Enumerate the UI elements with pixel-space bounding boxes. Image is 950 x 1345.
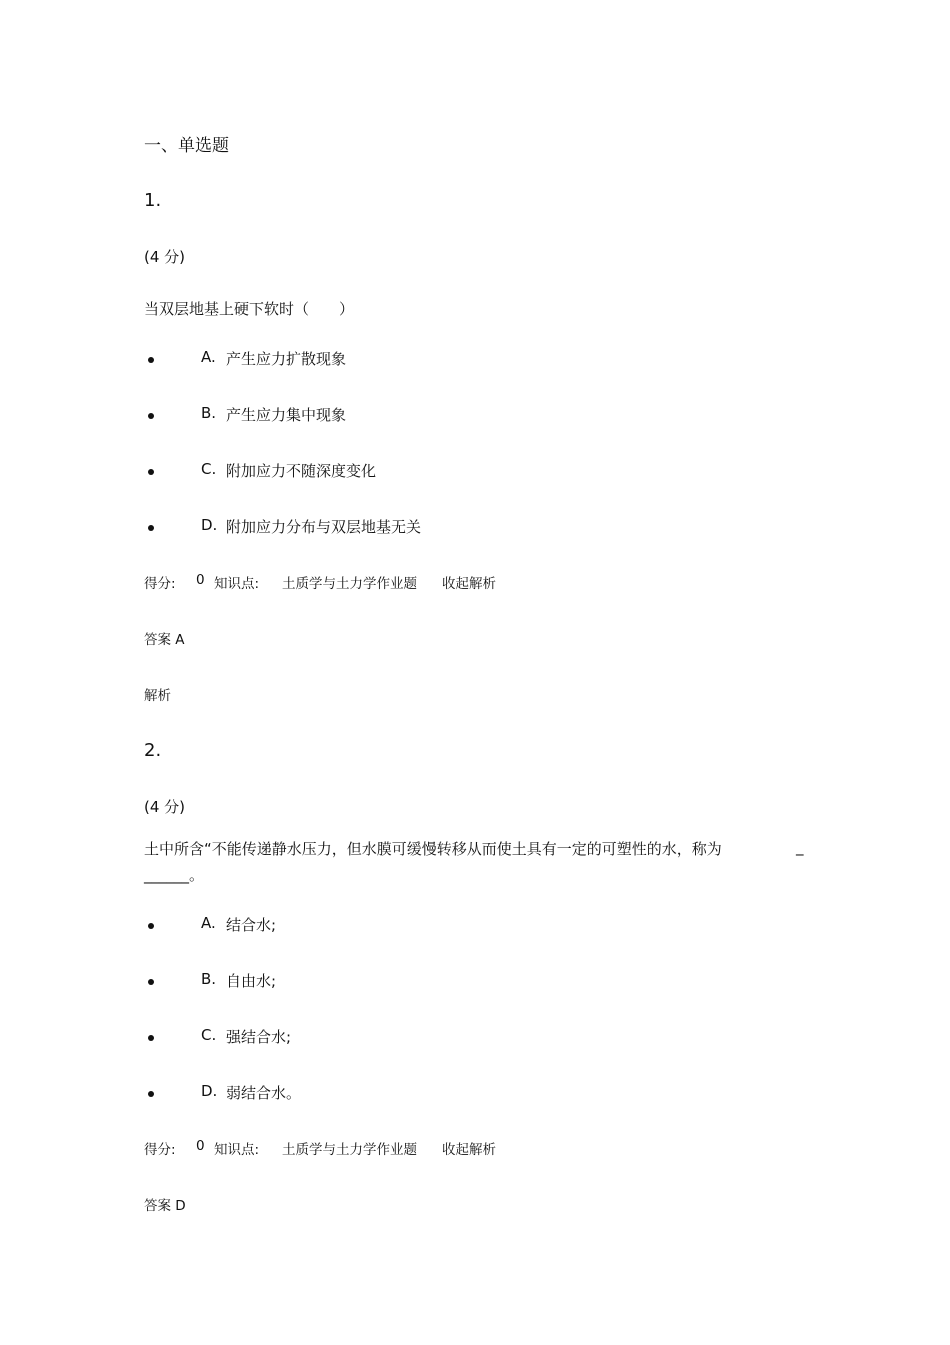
bullet-icon (148, 923, 154, 929)
bullet-icon (148, 357, 154, 363)
option-c[interactable] (146, 460, 646, 482)
option-b[interactable] (146, 970, 646, 992)
score-meta-row (144, 572, 564, 592)
knowledge-label: 知识点: (214, 576, 260, 592)
option-letter: B. (201, 404, 217, 422)
answer-text: 答案 A (144, 632, 185, 648)
score-value: 0 (196, 1138, 205, 1154)
bullet-icon (148, 413, 154, 419)
option-text: 强结合水; (226, 1028, 292, 1046)
bullet-icon (148, 1035, 154, 1041)
score-label: 得分: (144, 1142, 176, 1158)
option-letter: C. (201, 460, 217, 478)
option-a[interactable] (146, 914, 646, 936)
option-letter: D. (201, 516, 218, 534)
stem-blank: _ (796, 838, 804, 856)
option-text: 弱结合水。 (226, 1084, 302, 1102)
bullet-icon (148, 525, 154, 531)
score-label: 得分: (144, 576, 176, 592)
option-letter: C. (201, 1026, 217, 1044)
option-text: 产生应力集中现象 (226, 406, 347, 424)
option-letter: B. (201, 970, 217, 988)
score-value: 0 (196, 572, 205, 588)
collapse-analysis-link[interactable]: 收起解析 (442, 1142, 496, 1158)
option-d[interactable] (146, 516, 646, 538)
knowledge-value: 土质学与土力学作业题 (282, 576, 417, 592)
question-number: 1. (144, 190, 162, 211)
option-letter: A. (201, 348, 216, 366)
bullet-icon (148, 469, 154, 475)
question-number: 2. (144, 740, 162, 761)
bullet-icon (148, 1091, 154, 1097)
option-text: 附加应力分布与双层地基无关 (226, 518, 422, 536)
option-text: 产生应力扩散现象 (226, 350, 347, 368)
question-stem: 土中所含“不能传递静水压力，但水膜可缓慢转移从而使土具有一定的可塑性的水，称为 (144, 840, 722, 858)
section-title: 一、单选题 (144, 136, 229, 156)
knowledge-value: 土质学与土力学作业题 (282, 1142, 417, 1158)
question-stem: 当双层地基上硬下软时（ ） (144, 300, 355, 318)
option-text: 自由水; (226, 972, 277, 990)
option-letter: D. (201, 1082, 218, 1100)
option-text: 结合水; (226, 916, 277, 934)
bullet-icon (148, 979, 154, 985)
collapse-analysis-link[interactable]: 收起解析 (442, 576, 496, 592)
option-letter: A. (201, 914, 216, 932)
option-b[interactable] (146, 404, 646, 426)
option-d[interactable] (146, 1082, 646, 1104)
analysis-label: 解析 (144, 688, 171, 704)
knowledge-label: 知识点: (214, 1142, 260, 1158)
option-a[interactable] (146, 348, 646, 370)
question-stem-line2: ______。 (144, 866, 205, 884)
question-score: (4 分) (144, 248, 186, 266)
option-c[interactable] (146, 1026, 646, 1048)
option-text: 附加应力不随深度变化 (226, 462, 377, 480)
score-meta-row (144, 1138, 564, 1158)
question-score: (4 分) (144, 798, 186, 816)
answer-text: 答案 D (144, 1198, 186, 1214)
